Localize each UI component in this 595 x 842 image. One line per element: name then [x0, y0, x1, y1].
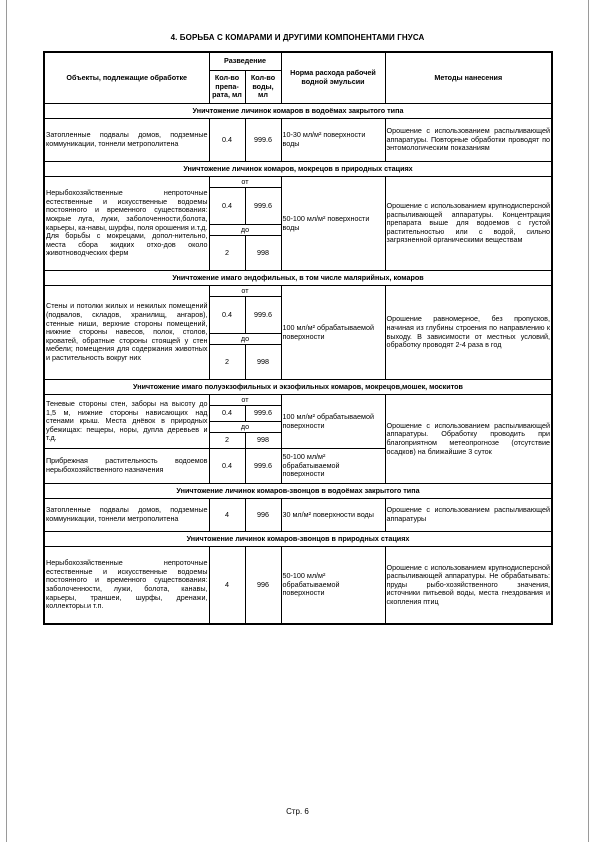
header-water: Кол-во воды, мл [245, 71, 281, 104]
section-heading-row [44, 532, 552, 547]
water-value: 999.6 [245, 297, 281, 334]
range-to-label: до [209, 334, 281, 345]
norm-cell: 100 мл/м² обрабатываемой поверхности [281, 286, 385, 380]
method-cell: Орошение с использованием крупнодисперсной распыливающей аппаратуры. Концентрация препарата выше для водоемов с густой растительностью или с водой, сильно загрязненной органическими веществам [385, 177, 552, 271]
section-heading-row [44, 380, 552, 395]
header-row [44, 52, 552, 71]
object-cell: Затопленные подвалы домов, подземные коммуникации, тоннели метрополитена [44, 499, 209, 532]
norm-cell: 10-30 мл/м² поверхности воды [281, 119, 385, 162]
method-cell: Орошение с использованием крупнодисперсной распыливающей аппаратуры. Не обрабатывать: пруды рыбо-хозяйственного значения, источники питьевой воды, места гнездования и скопления птиц [385, 547, 552, 625]
object-cell: Стены и потолки жилых и нежилых помещений (подвалов, складов, хранилищ, ангаров), стенные ниши, верхние стороны помещений, нижние стороны навесов, полок, столов, кроватей, обратные стороны стоящей у стен мебели; помещения для содержания животных и растительность вокруг них [44, 286, 209, 380]
range-from-label: от [209, 395, 281, 406]
header-objects: Объекты, подлежащие обработке [44, 52, 209, 104]
water-value: 998 [245, 433, 281, 449]
page-right-edge [588, 0, 589, 842]
section-heading: Уничтожение имаго эндофильных, в том числе малярийных, комаров [44, 271, 552, 286]
object-cell: Прибрежная растительность водоемов нерыбохозяйственного назначения [44, 449, 209, 484]
water-value: 996 [245, 499, 281, 532]
table-row [44, 286, 552, 297]
prep-value: 4 [209, 547, 245, 625]
prep-value: 2 [209, 433, 245, 449]
header-dilution: Разведение [209, 52, 281, 71]
table-row [44, 177, 552, 188]
norm-cell: 100 мл/м² обрабатываемой поверхности [281, 395, 385, 449]
section-heading-row [44, 484, 552, 499]
section-title: 4. БОРЬБА С КОМАРАМИ И ДРУГИМИ КОМПОНЕНТАМИ ГНУСА [170, 33, 425, 42]
range-from-label: от [209, 177, 281, 188]
section-heading-row [44, 104, 552, 119]
range-from-label: от [209, 286, 281, 297]
prep-value: 4 [209, 499, 245, 532]
prep-value: 0.4 [209, 449, 245, 484]
treatment-table [43, 51, 553, 625]
norm-cell: 30 мл/м² поверхности воды [281, 499, 385, 532]
norm-cell: 50-100 мл/м² поверхности воды [281, 177, 385, 271]
method-cell: Орошение с использованием распыливающей аппаратуры. Повторные обработки проводят по энтомологическим показаниям [385, 119, 552, 162]
section-heading-row [44, 271, 552, 286]
prep-value: 0.4 [209, 188, 245, 225]
prep-value: 0.4 [209, 406, 245, 422]
header-prep: Кол-во препа-рата, мл [209, 71, 245, 104]
table-row [44, 395, 552, 406]
object-cell: Нерыбохозяйственные непроточные естественные и искусственные водоемы постоянного и временного существования: заболоченности, лужи, болота, канавы, карьеры, траншеи, шурфы, дренажи, коллекторы.и т.п. [44, 547, 209, 625]
norm-cell: 50-100 мл/м² обрабатываемой поверхности [281, 547, 385, 625]
table-row [44, 499, 552, 532]
water-value: 999.6 [245, 406, 281, 422]
header-norm: Норма расхода рабочей водной эмульсии [281, 52, 385, 104]
section-heading: Уничтожение личинок комаров, мокрецов в природных стациях [44, 162, 552, 177]
prep-value: 2 [209, 345, 245, 380]
page-number: Стр. 6 [286, 807, 309, 816]
range-to-label: до [209, 422, 281, 433]
water-value: 998 [245, 236, 281, 271]
prep-value: 0.4 [209, 297, 245, 334]
water-value: 998 [245, 345, 281, 380]
water-value: 999.6 [245, 188, 281, 225]
object-cell: Теневые стороны стен, заборы на высоту до 1,5 м, нижние стороны нависающих над стенами крыш. Места днёвок в природных убежищах: пещеры, норы, дупла деревьев и т.д. [44, 395, 209, 449]
prep-value: 0.4 [209, 119, 245, 162]
section-heading: Уничтожение личинок комаров-звонцов в природных стациях [44, 532, 552, 547]
water-value: 999.6 [245, 449, 281, 484]
table-row [44, 547, 552, 625]
water-value: 996 [245, 547, 281, 625]
water-value: 999.6 [245, 119, 281, 162]
section-heading: Уничтожение личинок комаров в водоёмах закрытого типа [44, 104, 552, 119]
norm-cell: 50-100 мл/м² обрабатываемой поверхности [281, 449, 385, 484]
object-cell: Затопленные подвалы домов, подземные коммуникации, тоннели метрополитена [44, 119, 209, 162]
section-heading: Уничтожение имаго полуэкзофильных и экзофильных комаров, мокрецов,мошек, москитов [44, 380, 552, 395]
prep-value: 2 [209, 236, 245, 271]
page-left-edge [6, 0, 7, 842]
section-heading: Уничтожение личинок комаров-звонцов в водоёмах закрытого типа [44, 484, 552, 499]
section-heading-row [44, 162, 552, 177]
table-row [44, 119, 552, 162]
header-methods: Методы нанесения [385, 52, 552, 104]
method-cell: Орошение равномерное, без пропусков, начиная из глубины строения по направлению к выходу. В зависимости от местных условий, обработку проводят 2-4 раза в год [385, 286, 552, 380]
range-to-label: до [209, 225, 281, 236]
object-cell: Нерыбохозяйственные непроточные естественные и искусственные водоемы постоянного и временного существования: мокрые луга, лужи, заболоченности,болота, карьеры, ка-навы, шурфы, поля орошения и.т.д. Для борьбы с мокрецами, допол-нительно, места сбора жидких отхо-дов около животноводческих ферм [44, 177, 209, 271]
method-cell: Орошение с использованием распыливающей аппаратуры. Обработку проводить при благоприятном метеопрогнозе (отсутствие осадков) на ближайшие 3 суток [385, 395, 552, 484]
method-cell: Орошение с использованием распыливающей аппаратуры [385, 499, 552, 532]
